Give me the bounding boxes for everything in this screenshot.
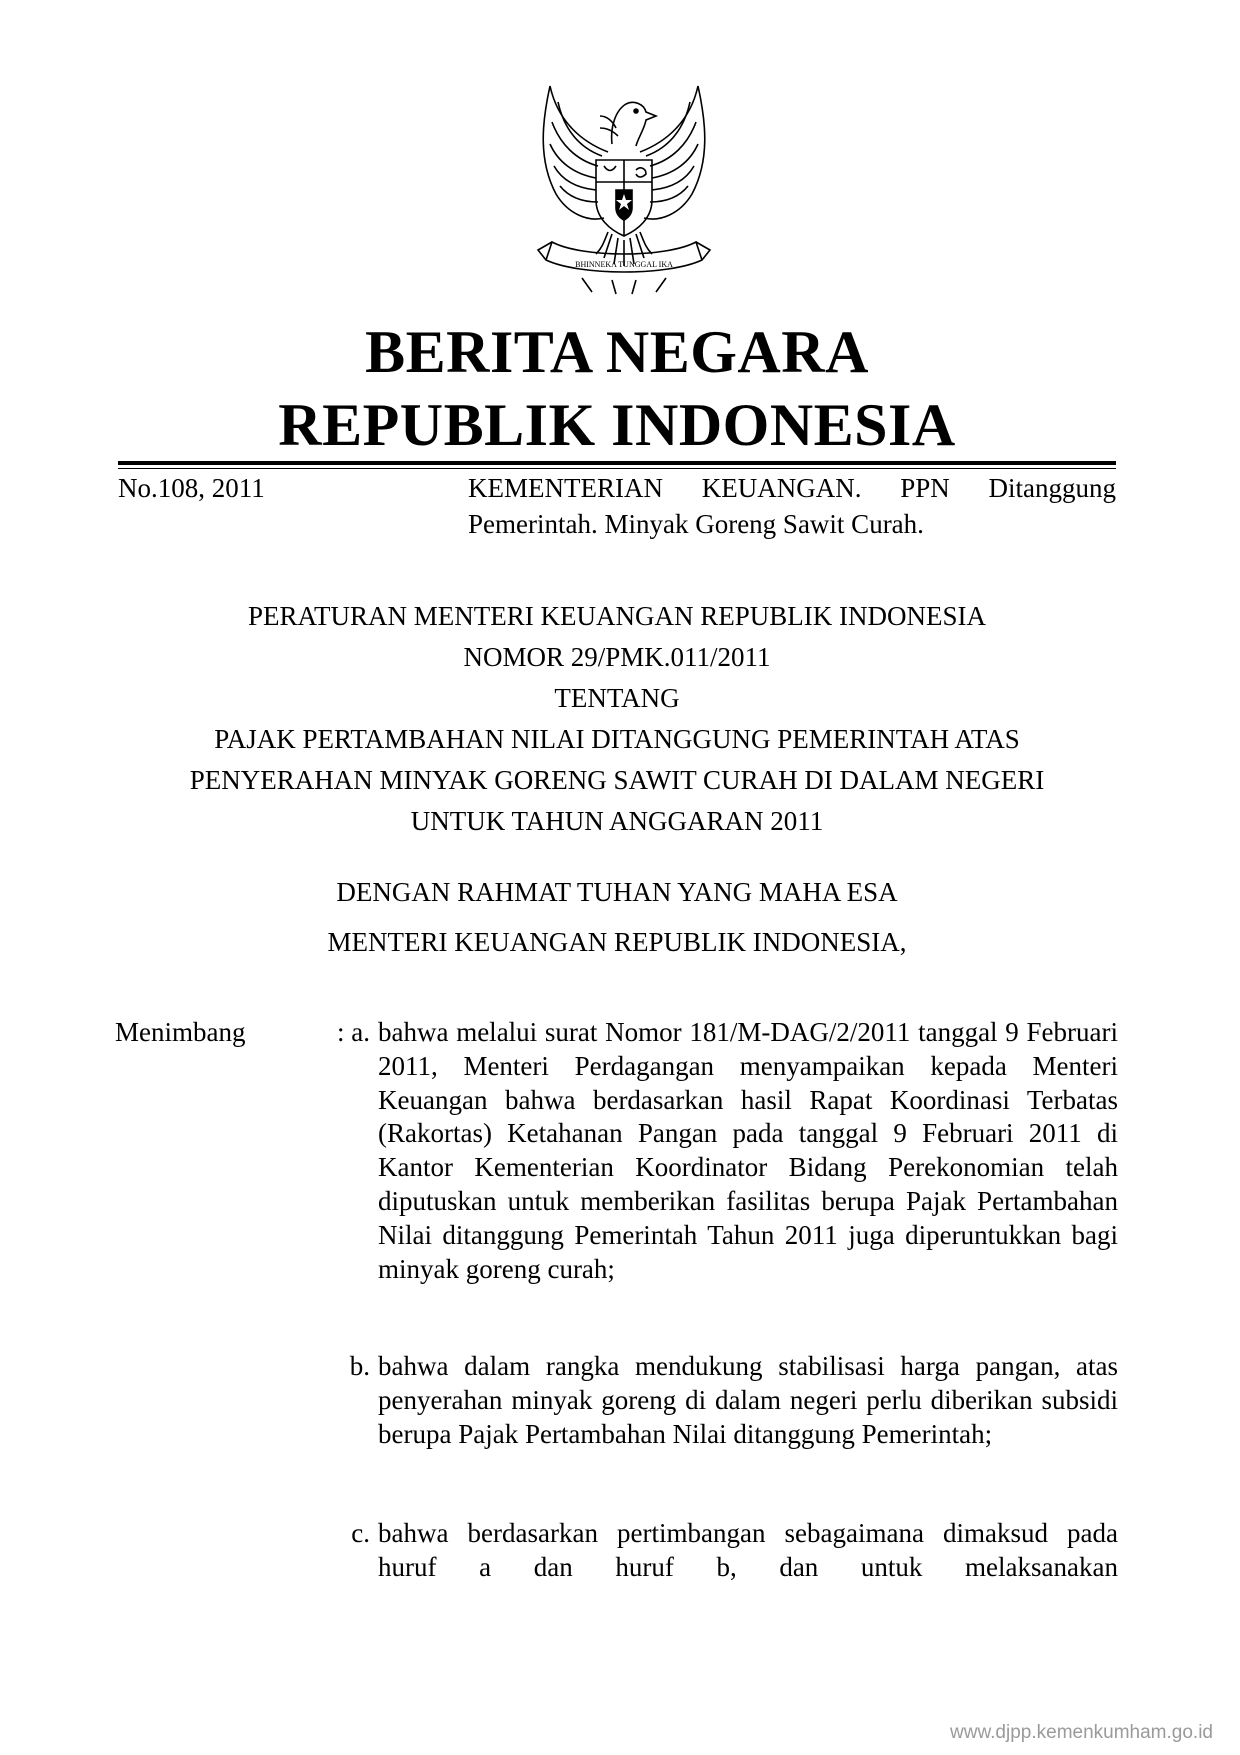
masthead-title-line2: REPUBLIK INDONESIA [278,392,956,458]
opening-formula [118,867,1116,967]
consideration-text: bahwa dalam rangka mendukung stabilisasi harga pangan, atas penyerahan minyak goreng di dalam negeri perlu diberikan subsidi berupa Pajak Pertambahan Nilai ditanggung Pemerintah; [378,1351,1118,1449]
opening-line2: MENTERI KEUANGAN REPUBLIK INDONESIA, [327,927,907,957]
consideration-letter: b. [349,1351,370,1381]
consideration-letter: c. [351,1518,370,1548]
consideration-text: bahwa berdasarkan pertimbangan sebagaimana dimaksud pada huruf a dan huruf b, dan untuk melaksanakan [378,1518,1118,1582]
regulation-title: PERATURAN MENTERI KEUANGAN REPUBLIK INDONESIA [248,601,986,631]
consideration-text: bahwa melalui surat Nomor 181/M-DAG/2/2011 tanggal 9 Februari 2011, Menteri Perdagangan menyampaikan kepada Menteri Keuangan bahwa berdasarkan hasil Rapat Koordinasi Terbatas (Rakortas) Ketahanan Pangan pada tanggal 9 Februari 2011 di Kantor Kementerian Koordinator Bidang Perekonomian telah diputuskan untuk memberikan fasilitas berupa Pajak Pertambahan Nilai ditanggung Pemerintah Tahun 2011 juga diperuntukkan bagi minyak goreng curah; [378,1017,1118,1284]
opening-line1: DENGAN RAHMAT TUHAN YANG MAHA ESA [336,877,898,907]
regulation-tentang: TENTANG [554,683,680,713]
issue-subject: KEMENTERIAN KEUANGAN. PPN Ditanggung Pemerintah. Minyak Goreng Sawit Curah. [468,473,1116,539]
footer-watermark: www.djpp.kemenkumham.go.id [950,1722,1213,1743]
consideration-letter: : a. [337,1017,370,1047]
regulation-heading [118,596,1116,842]
regulation-subject-line1: PAJAK PERTAMBAHAN NILAI DITANGGUNG PEMERINTAH ATAS [214,724,1020,754]
masthead-title-line1: BERITA NEGARA [365,319,869,385]
masthead-rule-thin [118,468,1116,469]
regulation-number: NOMOR 29/PMK.011/2011 [463,642,771,672]
emblem-motto: BHINNEKA TUNGGAL IKA [575,260,673,269]
regulation-subject-line3: UNTUK TAHUN ANGGARAN 2011 [410,806,824,836]
garuda-pancasila-emblem-icon [512,82,736,296]
regulation-subject-line2: PENYERAHAN MINYAK GORENG SAWIT CURAH DI DALAM NEGERI [189,765,1045,795]
issue-number: No.108, 2011 [118,473,265,503]
masthead-rule-thick [118,461,1116,465]
considerations-label: Menimbang [115,1017,246,1047]
